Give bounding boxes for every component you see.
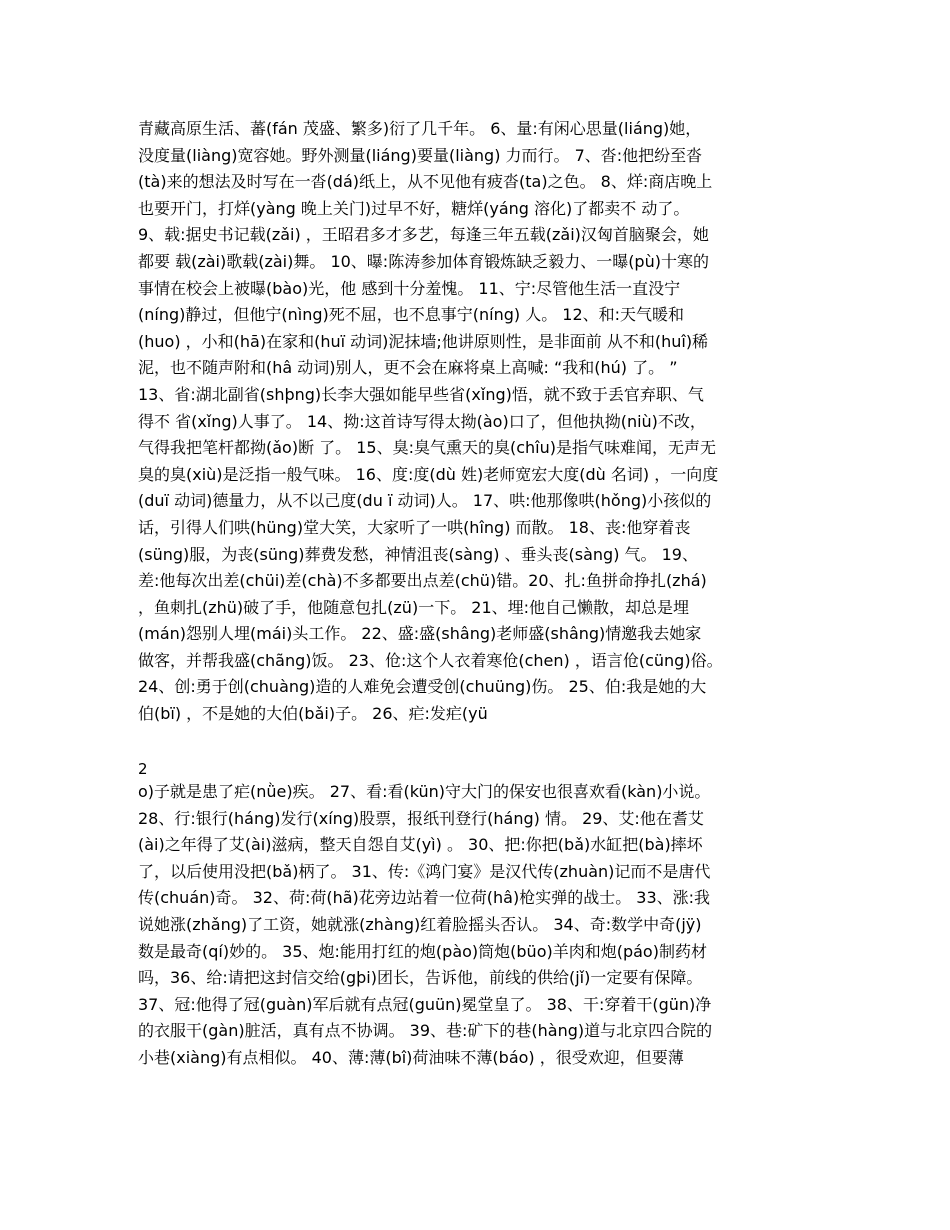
text-line: ，鱼刺扎(zhü)破了手，他随意包扎(zü)一下。 21、埋:他自己懒散，却总是埋 [138, 597, 690, 617]
text-line: (mán)怨别人埋(mái)头工作。 22、盛:盛(shâng)老师盛(shâng)情邀我去她家 [138, 624, 702, 644]
text-block-top [138, 116, 818, 728]
text-line: 都要 载(zài)歌载(zài)舞。 10、曝:陈涛参加体育锻炼缺乏毅力、一曝(pù)十寒的 [138, 251, 709, 271]
text-line: 吗，36、给:请把这封信交给(gþi)团长，告诉他，前线的供给(jǐ)一定要有保障。 [138, 968, 703, 988]
text-line: 事情在校会上被曝(bào)光，他 感到十分羞愧。 11、宁:尽管他生活一直没宁 [138, 278, 681, 298]
text-line: (huo) ，小和(hā)在家和(huï 动词)泥抹墙;他讲原则性，是非面前 从不和(huî)稀 [138, 331, 709, 351]
text-line: 24、创:勇于创(chuàng)造的人难免会遭受创(chuüng)伤。 25、伯:我是她的大 [138, 677, 707, 697]
text-line: 的衣服干(gàn)脏活，真有点不协调。 39、巷:矿下的巷(hàng)道与北京四合院的 [138, 1021, 713, 1041]
text-line: 青藏高原生活、蕃(fán 茂盛、繁多)衍了几千年。 6、量:有闲心思量(liáng)她， [138, 119, 702, 138]
text-line: 了，以后使用没把(bǎ)柄了。 31、传:《鸿门宴》是汉代传(zhuàn)记而不是唐代 [138, 861, 711, 881]
text-line: 37、冠:他得了冠(guàn)军后就有点冠(guün)冕堂皇了。 38、干:穿着干(gün)净 [138, 994, 712, 1014]
text-line: o)子就是患了疟(nǜe)疾。 27、看:看(kün)守大门的保安也很喜欢看(kàn)小说。 [138, 782, 711, 801]
text-line: 也要开门，打烊(yàng 晚上关门)过早不好，糖烊(yáng 溶化)了都卖不 动了。 [138, 198, 690, 218]
text-line: 泥，也不随声附和(hâ 动词)别人，更不会在麻将桌上高喊: “我和(hú) 了。 ” [138, 358, 678, 378]
text-line: (tà)来的想法及时写在一沓(dá)纸上，从不见他有疲沓(ta)之色。 8、烊:商店晚上 [138, 172, 713, 192]
text-line: 气得我把笔杆都拗(ǎo)断 了。 15、臭:臭气熏天的臭(chîu)是指气味难闻，无声无 [138, 438, 717, 458]
text-line: 数是最奇(qí)妙的。 35、炮:能用打红的炮(pào)筒炮(büo)羊肉和炮(páo)制药材 [138, 941, 707, 961]
text-line: 得不 省(xǐng)人事了。 14、拗:这首诗写得太拗(ào)口了，但他执拗(niù)不改， [138, 411, 706, 431]
text-line: (süng)服，为丧(süng)葬费发愁，神情沮丧(sàng) 、垂头丧(sàng) 气。 19、 [138, 544, 698, 564]
text-line: 臭的臭(xiù)是泛指一般气味。 16、度:度(dù 姓)老师宽宏大度(dù 名词) ，一向度 [138, 464, 719, 484]
text-line: 28、行:银行(háng)发行(xíng)股票，报纸刊登行(háng) 情。 29、艾:他在耆艾 [138, 808, 704, 828]
text-line: 小巷(xiàng)有点相似。 40、薄:薄(bî)荷油味不薄(báo) ，很受欢迎，但要薄 [138, 1047, 684, 1067]
text-line: 没度量(liàng)宽容她。野外测量(liáng)要量(liàng) 力而行。 7、沓:他把纷至沓 [138, 145, 703, 165]
text-line: 做客，并帮我盛(chãng)饭。 23、伧:这个人衣着寒伧(chen) ，语言伧(cüng)俗。 [138, 650, 723, 670]
text-line: (ài)之年得了艾(ài)滋病，整天自怨自艾(yì) 。 30、把:你把(bǎ)水缸把(bà)摔坏 [138, 835, 703, 855]
text-line: (níng)静过，但他宁(nìng)死不屈，也不息事宁(níng) 人。 12、和:天气暖和 [138, 305, 685, 325]
text-line: 话，引得人们哄(hüng)堂大笑，大家听了一哄(hîng) 而散。 18、丧:他穿着丧 [138, 517, 691, 537]
text-line: (duï 动词)德量力，从不以己度(du ï 动词)人。 17、哄:他那像哄(hǒng)小孩似的 [138, 491, 712, 511]
text-line: 9、载:据史书记载(zǎi) ，王昭君多才多艺，每逢三年五载(zǎi)汉匈首脑聚会，她 [138, 225, 709, 245]
text-line: 说她涨(zhǎng)了工资，她就涨(zhàng)红着脸摇头否认。 34、奇:数学中奇(jÿ) [138, 914, 702, 934]
text-block-bottom [138, 779, 818, 1072]
text-line: 伯(bï) ，不是她的大伯(bǎi)子。 26、疟:发疟(yü [138, 704, 488, 724]
text-line: 13、省:湖北副省(shþng)长李大强如能早些省(xǐng)悟，就不致于丢官弃职、气 [138, 384, 704, 404]
text-line: 传(chuán)奇。 32、荷:荷(hã)花旁边站着一位荷(hâ)枪实弹的战士。 33、涨:我 [138, 888, 711, 908]
page-number: 2 [138, 760, 148, 778]
text-line: 差:他每次出差(chüi)差(chà)不多都要出点差(chü)错。20、扎:鱼拼命挣扎(zhá) [138, 571, 707, 591]
